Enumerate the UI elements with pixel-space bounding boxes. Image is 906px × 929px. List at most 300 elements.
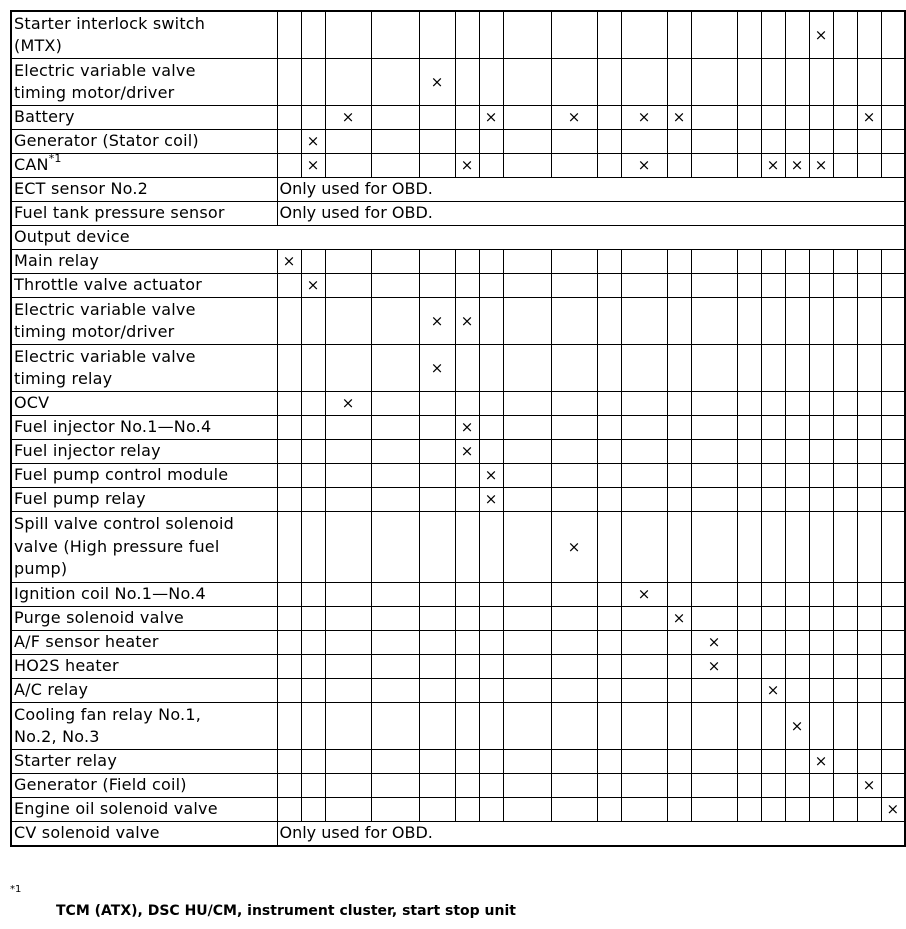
empty-cell: [503, 392, 551, 416]
empty-cell: [667, 631, 691, 655]
empty-cell: [621, 250, 667, 274]
empty-cell: [503, 488, 551, 512]
empty-cell: [621, 488, 667, 512]
table-row: [11, 822, 905, 847]
empty-cell: [455, 345, 479, 392]
empty-cell: [809, 607, 833, 631]
empty-cell: [325, 750, 371, 774]
row-label: A/F sensor heater: [11, 631, 277, 655]
empty-cell: [301, 679, 325, 703]
empty-cell: [833, 154, 857, 178]
x-mark: ×: [761, 154, 785, 178]
table-row: [11, 703, 905, 750]
empty-cell: [857, 416, 881, 440]
empty-cell: [785, 250, 809, 274]
empty-cell: [833, 607, 857, 631]
obd-note: Only used for OBD.: [277, 202, 905, 226]
empty-cell: [667, 750, 691, 774]
empty-cell: [833, 750, 857, 774]
empty-cell: [857, 274, 881, 298]
empty-cell: [881, 392, 905, 416]
empty-cell: [597, 250, 621, 274]
empty-cell: [621, 274, 667, 298]
empty-cell: [325, 59, 371, 106]
x-mark: ×: [277, 250, 301, 274]
empty-cell: [667, 488, 691, 512]
empty-cell: [479, 631, 503, 655]
empty-cell: [621, 655, 667, 679]
empty-cell: [597, 512, 621, 583]
empty-cell: [277, 750, 301, 774]
empty-cell: [371, 607, 419, 631]
x-mark: ×: [301, 274, 325, 298]
empty-cell: [833, 11, 857, 59]
empty-cell: [737, 130, 761, 154]
empty-cell: [785, 488, 809, 512]
row-label: Fuel pump relay: [11, 488, 277, 512]
empty-cell: [667, 345, 691, 392]
empty-cell: [833, 250, 857, 274]
row-label: Battery: [11, 106, 277, 130]
empty-cell: [455, 607, 479, 631]
empty-cell: [551, 298, 597, 345]
empty-cell: [833, 703, 857, 750]
empty-cell: [479, 679, 503, 703]
empty-cell: [621, 392, 667, 416]
empty-cell: [419, 607, 455, 631]
x-mark: ×: [621, 154, 667, 178]
x-mark: ×: [691, 655, 737, 679]
empty-cell: [809, 345, 833, 392]
empty-cell: [761, 583, 785, 607]
empty-cell: [737, 106, 761, 130]
empty-cell: [761, 130, 785, 154]
empty-cell: [667, 703, 691, 750]
empty-cell: [301, 631, 325, 655]
empty-cell: [455, 464, 479, 488]
row-label: Fuel pump control module: [11, 464, 277, 488]
empty-cell: [551, 750, 597, 774]
empty-cell: [325, 130, 371, 154]
empty-cell: [419, 512, 455, 583]
empty-cell: [761, 607, 785, 631]
empty-cell: [737, 416, 761, 440]
x-mark: ×: [809, 154, 833, 178]
x-mark: ×: [621, 583, 667, 607]
x-mark: ×: [809, 11, 833, 59]
empty-cell: [419, 392, 455, 416]
x-mark: ×: [301, 130, 325, 154]
empty-cell: [325, 154, 371, 178]
empty-cell: [881, 11, 905, 59]
empty-cell: [419, 106, 455, 130]
empty-cell: [551, 703, 597, 750]
empty-cell: [881, 274, 905, 298]
empty-cell: [621, 11, 667, 59]
empty-cell: [785, 416, 809, 440]
empty-cell: [371, 298, 419, 345]
empty-cell: [785, 583, 809, 607]
x-mark: ×: [691, 631, 737, 655]
empty-cell: [419, 583, 455, 607]
empty-cell: [503, 250, 551, 274]
row-label: CAN$^{*1}$: [11, 154, 277, 178]
empty-cell: [597, 130, 621, 154]
empty-cell: [503, 798, 551, 822]
table-row: [11, 583, 905, 607]
x-mark: ×: [809, 750, 833, 774]
empty-cell: [301, 392, 325, 416]
empty-cell: [881, 345, 905, 392]
x-mark: ×: [551, 106, 597, 130]
empty-cell: [881, 440, 905, 464]
row-label: CV solenoid valve: [11, 822, 277, 847]
empty-cell: [325, 250, 371, 274]
empty-cell: [277, 679, 301, 703]
empty-cell: [785, 679, 809, 703]
empty-cell: [277, 798, 301, 822]
empty-cell: [809, 774, 833, 798]
empty-cell: [503, 631, 551, 655]
empty-cell: [621, 607, 667, 631]
empty-cell: [371, 655, 419, 679]
empty-cell: [737, 440, 761, 464]
x-mark: ×: [761, 679, 785, 703]
empty-cell: [833, 512, 857, 583]
empty-cell: [325, 655, 371, 679]
empty-cell: [597, 274, 621, 298]
footnote-reference: *1: [48, 152, 62, 166]
empty-cell: [455, 392, 479, 416]
empty-cell: [597, 106, 621, 130]
row-label: Starter interlock switch (MTX): [11, 11, 277, 59]
empty-cell: [809, 703, 833, 750]
empty-cell: [301, 11, 325, 59]
empty-cell: [809, 298, 833, 345]
empty-cell: [551, 774, 597, 798]
empty-cell: [597, 703, 621, 750]
empty-cell: [881, 464, 905, 488]
empty-cell: [881, 679, 905, 703]
row-label: Main relay: [11, 250, 277, 274]
table-row: [11, 464, 905, 488]
empty-cell: [691, 274, 737, 298]
empty-cell: [857, 345, 881, 392]
empty-cell: [479, 798, 503, 822]
empty-cell: [455, 774, 479, 798]
empty-cell: [809, 631, 833, 655]
x-mark: ×: [479, 464, 503, 488]
empty-cell: [301, 298, 325, 345]
empty-cell: [881, 774, 905, 798]
empty-cell: [691, 11, 737, 59]
empty-cell: [503, 154, 551, 178]
empty-cell: [785, 631, 809, 655]
empty-cell: [691, 798, 737, 822]
empty-cell: [737, 11, 761, 59]
empty-cell: [833, 679, 857, 703]
empty-cell: [551, 11, 597, 59]
empty-cell: [857, 298, 881, 345]
empty-cell: [419, 464, 455, 488]
table-row: [11, 416, 905, 440]
empty-cell: [737, 774, 761, 798]
empty-cell: [455, 106, 479, 130]
empty-cell: [761, 774, 785, 798]
footnote-text: TCM (ATX), DSC HU/CM, instrument cluster, start stop unit: [56, 903, 516, 919]
empty-cell: [621, 59, 667, 106]
empty-cell: [857, 130, 881, 154]
empty-cell: [691, 583, 737, 607]
empty-cell: [325, 703, 371, 750]
empty-cell: [833, 416, 857, 440]
empty-cell: [833, 583, 857, 607]
empty-cell: [857, 750, 881, 774]
empty-cell: [621, 298, 667, 345]
empty-cell: [277, 488, 301, 512]
empty-cell: [881, 298, 905, 345]
empty-cell: [761, 392, 785, 416]
empty-cell: [857, 512, 881, 583]
empty-cell: [691, 345, 737, 392]
empty-cell: [833, 464, 857, 488]
empty-cell: [621, 416, 667, 440]
empty-cell: [479, 392, 503, 416]
empty-cell: [833, 59, 857, 106]
empty-cell: [301, 798, 325, 822]
empty-cell: [301, 512, 325, 583]
empty-cell: [597, 774, 621, 798]
empty-cell: [479, 59, 503, 106]
empty-cell: [761, 512, 785, 583]
table-row: [11, 298, 905, 345]
empty-cell: [479, 11, 503, 59]
empty-cell: [371, 750, 419, 774]
x-mark: ×: [479, 488, 503, 512]
empty-cell: [597, 488, 621, 512]
empty-cell: [455, 631, 479, 655]
empty-cell: [277, 631, 301, 655]
empty-cell: [833, 345, 857, 392]
empty-cell: [737, 703, 761, 750]
empty-cell: [857, 583, 881, 607]
x-mark: ×: [785, 703, 809, 750]
empty-cell: [881, 655, 905, 679]
empty-cell: [325, 416, 371, 440]
empty-cell: [667, 679, 691, 703]
empty-cell: [371, 679, 419, 703]
empty-cell: [503, 464, 551, 488]
empty-cell: [325, 631, 371, 655]
empty-cell: [761, 464, 785, 488]
empty-cell: [325, 345, 371, 392]
empty-cell: [881, 59, 905, 106]
empty-cell: [737, 154, 761, 178]
empty-cell: [419, 154, 455, 178]
empty-cell: [503, 106, 551, 130]
row-label: Cooling fan relay No.1, No.2, No.3: [11, 703, 277, 750]
empty-cell: [551, 345, 597, 392]
empty-cell: [737, 512, 761, 583]
footnote-marker: *1: [10, 884, 22, 895]
empty-cell: [667, 130, 691, 154]
empty-cell: [419, 655, 455, 679]
x-mark: ×: [419, 298, 455, 345]
empty-cell: [809, 488, 833, 512]
empty-cell: [809, 512, 833, 583]
empty-cell: [881, 106, 905, 130]
empty-cell: [691, 130, 737, 154]
empty-cell: [809, 130, 833, 154]
empty-cell: [761, 655, 785, 679]
x-mark: ×: [667, 607, 691, 631]
empty-cell: [667, 774, 691, 798]
empty-cell: [301, 464, 325, 488]
empty-cell: [597, 798, 621, 822]
empty-cell: [597, 392, 621, 416]
empty-cell: [371, 106, 419, 130]
empty-cell: [597, 11, 621, 59]
empty-cell: [479, 583, 503, 607]
empty-cell: [277, 655, 301, 679]
table-row: [11, 798, 905, 822]
empty-cell: [479, 416, 503, 440]
empty-cell: [691, 774, 737, 798]
row-label: Engine oil solenoid valve: [11, 798, 277, 822]
empty-cell: [833, 106, 857, 130]
empty-cell: [737, 59, 761, 106]
empty-cell: [881, 703, 905, 750]
x-mark: ×: [419, 59, 455, 106]
empty-cell: [371, 631, 419, 655]
empty-cell: [551, 488, 597, 512]
empty-cell: [785, 798, 809, 822]
table-row: [11, 679, 905, 703]
empty-cell: [551, 154, 597, 178]
empty-cell: [621, 679, 667, 703]
table-row: [11, 130, 905, 154]
empty-cell: [737, 250, 761, 274]
empty-cell: [833, 392, 857, 416]
empty-cell: [371, 464, 419, 488]
empty-cell: [761, 798, 785, 822]
empty-cell: [277, 298, 301, 345]
empty-cell: [551, 250, 597, 274]
empty-cell: [277, 703, 301, 750]
empty-cell: [597, 298, 621, 345]
empty-cell: [419, 703, 455, 750]
empty-cell: [455, 512, 479, 583]
empty-cell: [737, 464, 761, 488]
empty-cell: [881, 416, 905, 440]
x-mark: ×: [325, 392, 371, 416]
x-mark: ×: [301, 154, 325, 178]
empty-cell: [325, 298, 371, 345]
empty-cell: [301, 607, 325, 631]
empty-cell: [691, 154, 737, 178]
empty-cell: [479, 298, 503, 345]
empty-cell: [881, 130, 905, 154]
empty-cell: [881, 488, 905, 512]
empty-cell: [785, 59, 809, 106]
empty-cell: [479, 250, 503, 274]
empty-cell: [857, 59, 881, 106]
empty-cell: [881, 154, 905, 178]
empty-cell: [809, 59, 833, 106]
x-mark: ×: [785, 154, 809, 178]
empty-cell: [277, 464, 301, 488]
empty-cell: [455, 11, 479, 59]
empty-cell: [667, 298, 691, 345]
empty-cell: [371, 130, 419, 154]
empty-cell: [503, 274, 551, 298]
empty-cell: [503, 583, 551, 607]
empty-cell: [301, 106, 325, 130]
empty-cell: [761, 416, 785, 440]
empty-cell: [503, 59, 551, 106]
obd-note: Only used for OBD.: [277, 178, 905, 202]
empty-cell: [785, 106, 809, 130]
empty-cell: [691, 392, 737, 416]
empty-cell: [761, 345, 785, 392]
empty-cell: [371, 154, 419, 178]
obd-note: Only used for OBD.: [277, 822, 905, 847]
empty-cell: [301, 416, 325, 440]
empty-cell: [809, 679, 833, 703]
row-label: OCV: [11, 392, 277, 416]
empty-cell: [371, 583, 419, 607]
empty-cell: [667, 416, 691, 440]
empty-cell: [809, 655, 833, 679]
empty-cell: [479, 703, 503, 750]
empty-cell: [301, 655, 325, 679]
empty-cell: [371, 774, 419, 798]
empty-cell: [503, 440, 551, 464]
empty-cell: [419, 631, 455, 655]
empty-cell: [881, 631, 905, 655]
empty-cell: [325, 464, 371, 488]
x-mark: ×: [455, 416, 479, 440]
empty-cell: [455, 750, 479, 774]
empty-cell: [277, 59, 301, 106]
table-row: [11, 512, 905, 583]
empty-cell: [277, 130, 301, 154]
empty-cell: [621, 631, 667, 655]
empty-cell: [371, 392, 419, 416]
empty-cell: [691, 440, 737, 464]
empty-cell: [325, 512, 371, 583]
empty-cell: [325, 774, 371, 798]
row-label: Purge solenoid valve: [11, 607, 277, 631]
empty-cell: [761, 106, 785, 130]
empty-cell: [419, 130, 455, 154]
empty-cell: [479, 512, 503, 583]
empty-cell: [371, 798, 419, 822]
empty-cell: [455, 488, 479, 512]
empty-cell: [551, 583, 597, 607]
empty-cell: [455, 130, 479, 154]
empty-cell: [737, 345, 761, 392]
empty-cell: [881, 750, 905, 774]
empty-cell: [479, 345, 503, 392]
empty-cell: [691, 512, 737, 583]
x-mark: ×: [419, 345, 455, 392]
empty-cell: [277, 154, 301, 178]
empty-cell: [809, 464, 833, 488]
empty-cell: [691, 416, 737, 440]
empty-cell: [785, 274, 809, 298]
empty-cell: [277, 392, 301, 416]
